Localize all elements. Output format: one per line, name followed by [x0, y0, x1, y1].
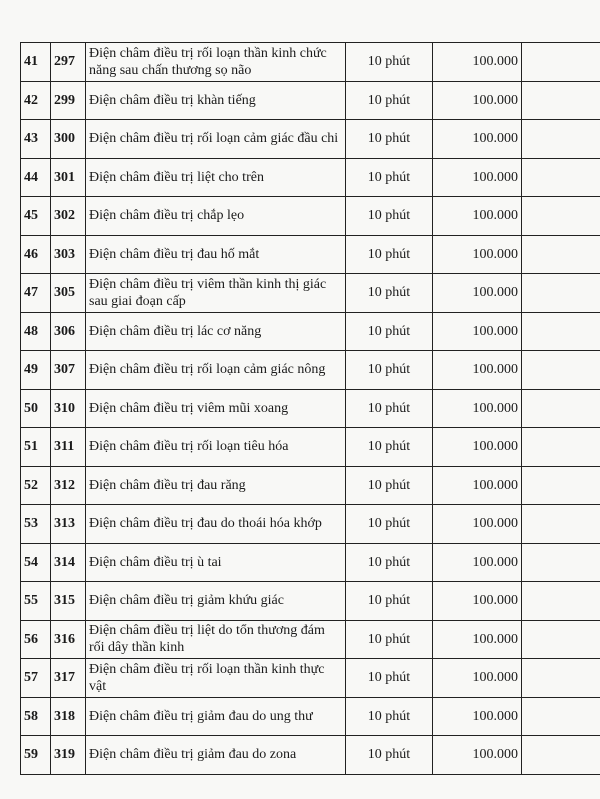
price-cell: 100.000 — [433, 736, 522, 775]
price-cell: 100.000 — [433, 274, 522, 313]
duration-cell: 10 phút — [346, 659, 433, 698]
service-code-cell: 315 — [51, 582, 86, 621]
note-cell — [522, 582, 600, 621]
row-number-cell: 50 — [21, 389, 51, 428]
duration-cell: 10 phút — [346, 389, 433, 428]
table-row — [21, 620, 600, 659]
price-cell: 100.000 — [433, 351, 522, 390]
service-code-cell: 303 — [51, 235, 86, 274]
row-number-cell: 47 — [21, 274, 51, 313]
note-cell — [522, 351, 600, 390]
service-name-cell: Điện châm điều trị lác cơ năng — [86, 312, 346, 351]
service-name-cell: Điện châm điều trị đau do thoái hóa khớp — [86, 505, 346, 544]
note-cell — [522, 389, 600, 428]
row-number-cell: 53 — [21, 505, 51, 544]
service-code-cell: 307 — [51, 351, 86, 390]
table-row — [21, 43, 600, 82]
note-cell — [522, 312, 600, 351]
note-cell — [522, 43, 600, 82]
service-name-cell: Điện châm điều trị viêm mũi xoang — [86, 389, 346, 428]
note-cell — [522, 197, 600, 236]
service-code-cell: 314 — [51, 543, 86, 582]
row-number-cell: 57 — [21, 659, 51, 698]
table-row — [21, 659, 600, 698]
table-row — [21, 351, 600, 390]
note-cell — [522, 466, 600, 505]
service-code-cell: 299 — [51, 81, 86, 120]
duration-cell: 10 phút — [346, 428, 433, 467]
service-code-cell: 318 — [51, 697, 86, 736]
service-name-cell: Điện châm điều trị giảm đau do ung thư — [86, 697, 346, 736]
price-cell: 100.000 — [433, 428, 522, 467]
table-row — [21, 389, 600, 428]
table-row — [21, 235, 600, 274]
service-name-cell: Điện châm điều trị viêm thần kinh thị giác sau giai đoạn cấp — [86, 274, 346, 313]
table-row — [21, 81, 600, 120]
service-code-cell: 319 — [51, 736, 86, 775]
price-cell: 100.000 — [433, 505, 522, 544]
table-row — [21, 428, 600, 467]
duration-cell: 10 phút — [346, 158, 433, 197]
row-number-cell: 44 — [21, 158, 51, 197]
service-code-cell: 311 — [51, 428, 86, 467]
note-cell — [522, 120, 600, 159]
service-code-cell: 316 — [51, 620, 86, 659]
table-body — [21, 43, 600, 775]
service-code-cell: 317 — [51, 659, 86, 698]
note-cell — [522, 428, 600, 467]
service-price-table — [20, 42, 600, 775]
service-name-cell: Điện châm điều trị liệt do tổn thương đám rối dây thần kinh — [86, 620, 346, 659]
row-number-cell: 41 — [21, 43, 51, 82]
duration-cell: 10 phút — [346, 197, 433, 236]
table-row — [21, 120, 600, 159]
service-name-cell: Điện châm điều trị đau hố mắt — [86, 235, 346, 274]
service-code-cell: 302 — [51, 197, 86, 236]
price-cell: 100.000 — [433, 235, 522, 274]
note-cell — [522, 505, 600, 544]
service-name-cell: Điện châm điều trị rối loạn tiêu hóa — [86, 428, 346, 467]
duration-cell: 10 phút — [346, 43, 433, 82]
service-code-cell: 310 — [51, 389, 86, 428]
table-row — [21, 582, 600, 621]
duration-cell: 10 phút — [346, 582, 433, 621]
price-cell: 100.000 — [433, 543, 522, 582]
price-cell: 100.000 — [433, 197, 522, 236]
table-row — [21, 736, 600, 775]
duration-cell: 10 phút — [346, 81, 433, 120]
service-name-cell: Điện châm điều trị giảm đau do zona — [86, 736, 346, 775]
table-row — [21, 312, 600, 351]
service-name-cell: Điện châm điều trị giảm khứu giác — [86, 582, 346, 621]
table-row — [21, 197, 600, 236]
row-number-cell: 55 — [21, 582, 51, 621]
service-code-cell: 301 — [51, 158, 86, 197]
price-cell: 100.000 — [433, 620, 522, 659]
service-name-cell: Điện châm điều trị rối loạn thần kinh chức năng sau chấn thương sọ não — [86, 43, 346, 82]
service-name-cell: Điện châm điều trị khàn tiếng — [86, 81, 346, 120]
service-name-cell: Điện châm điều trị đau răng — [86, 466, 346, 505]
price-cell: 100.000 — [433, 120, 522, 159]
row-number-cell: 42 — [21, 81, 51, 120]
table-row — [21, 697, 600, 736]
duration-cell: 10 phút — [346, 505, 433, 544]
price-cell: 100.000 — [433, 389, 522, 428]
duration-cell: 10 phút — [346, 620, 433, 659]
price-cell: 100.000 — [433, 582, 522, 621]
duration-cell: 10 phút — [346, 736, 433, 775]
price-cell: 100.000 — [433, 158, 522, 197]
note-cell — [522, 235, 600, 274]
service-name-cell: Điện châm điều trị rối loạn cảm giác đầu chi — [86, 120, 346, 159]
price-cell: 100.000 — [433, 43, 522, 82]
note-cell — [522, 543, 600, 582]
table-row — [21, 505, 600, 544]
table-row — [21, 543, 600, 582]
row-number-cell: 43 — [21, 120, 51, 159]
duration-cell: 10 phút — [346, 351, 433, 390]
row-number-cell: 45 — [21, 197, 51, 236]
note-cell — [522, 659, 600, 698]
service-code-cell: 313 — [51, 505, 86, 544]
note-cell — [522, 81, 600, 120]
row-number-cell: 52 — [21, 466, 51, 505]
price-cell: 100.000 — [433, 312, 522, 351]
service-name-cell: Điện châm điều trị chắp lẹo — [86, 197, 346, 236]
price-cell: 100.000 — [433, 659, 522, 698]
note-cell — [522, 158, 600, 197]
duration-cell: 10 phút — [346, 697, 433, 736]
note-cell — [522, 697, 600, 736]
note-cell — [522, 736, 600, 775]
service-code-cell: 305 — [51, 274, 86, 313]
service-name-cell: Điện châm điều trị liệt cho trên — [86, 158, 346, 197]
service-name-cell: Điện châm điều trị rối loạn cảm giác nông — [86, 351, 346, 390]
price-cell: 100.000 — [433, 466, 522, 505]
price-cell: 100.000 — [433, 81, 522, 120]
row-number-cell: 59 — [21, 736, 51, 775]
service-code-cell: 306 — [51, 312, 86, 351]
price-cell: 100.000 — [433, 697, 522, 736]
row-number-cell: 54 — [21, 543, 51, 582]
row-number-cell: 48 — [21, 312, 51, 351]
duration-cell: 10 phút — [346, 274, 433, 313]
duration-cell: 10 phút — [346, 466, 433, 505]
table-row — [21, 274, 600, 313]
row-number-cell: 56 — [21, 620, 51, 659]
row-number-cell: 51 — [21, 428, 51, 467]
service-name-cell: Điện châm điều trị ù tai — [86, 543, 346, 582]
duration-cell: 10 phút — [346, 120, 433, 159]
duration-cell: 10 phút — [346, 312, 433, 351]
duration-cell: 10 phút — [346, 235, 433, 274]
service-code-cell: 312 — [51, 466, 86, 505]
table-row — [21, 466, 600, 505]
service-code-cell: 297 — [51, 43, 86, 82]
row-number-cell: 49 — [21, 351, 51, 390]
row-number-cell: 58 — [21, 697, 51, 736]
note-cell — [522, 274, 600, 313]
service-code-cell: 300 — [51, 120, 86, 159]
table-row — [21, 158, 600, 197]
row-number-cell: 46 — [21, 235, 51, 274]
service-name-cell: Điện châm điều trị rối loạn thần kinh thực vật — [86, 659, 346, 698]
duration-cell: 10 phút — [346, 543, 433, 582]
note-cell — [522, 620, 600, 659]
